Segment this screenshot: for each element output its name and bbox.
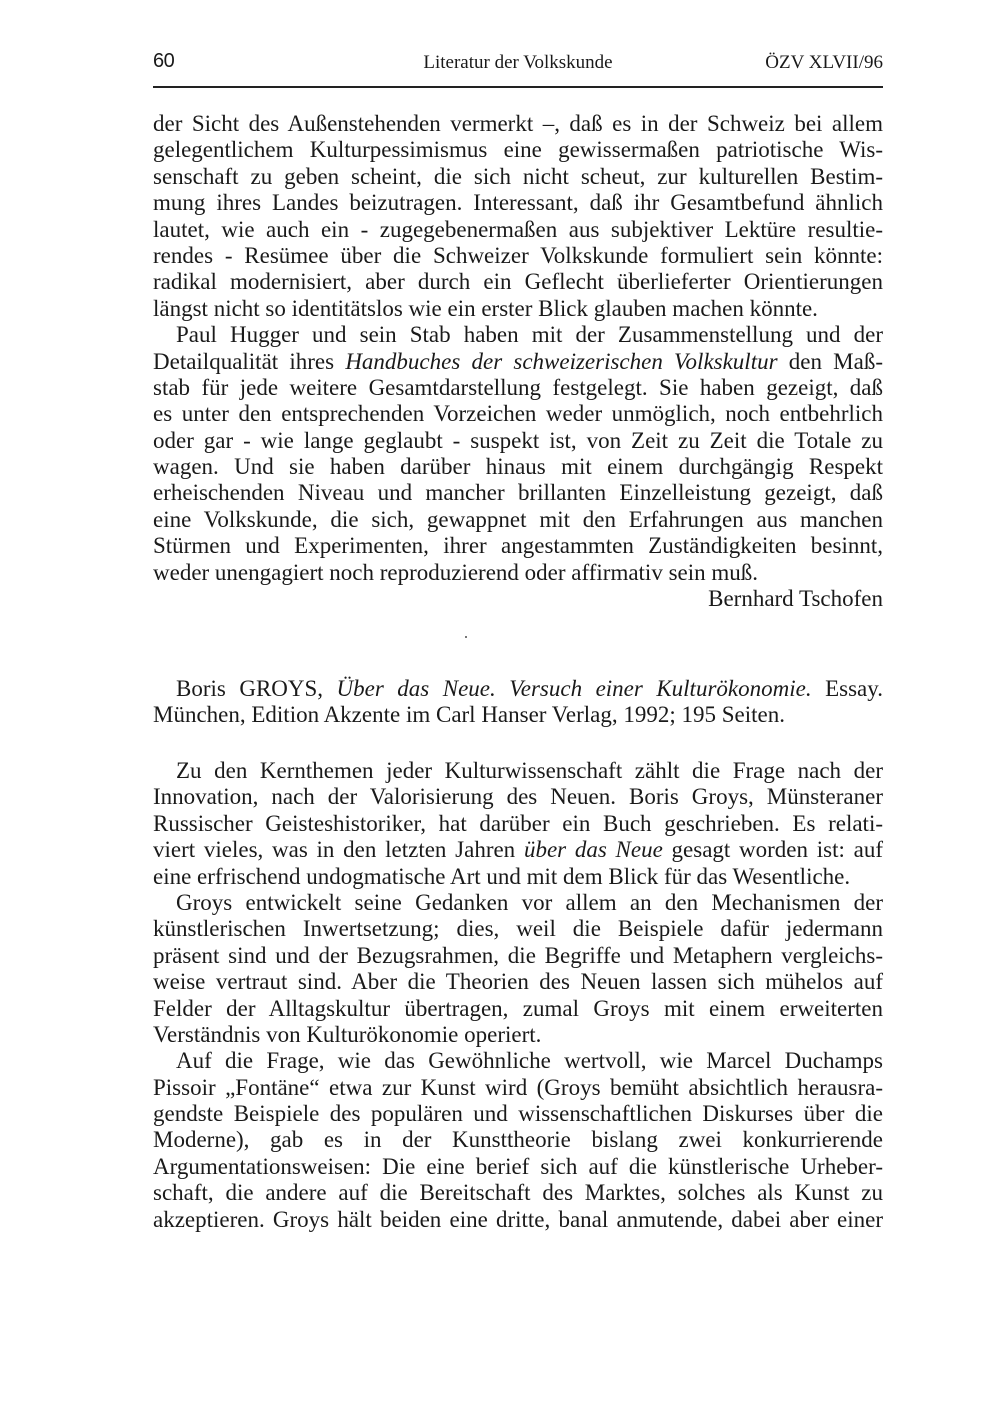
- text-line: weder unengagiert noch reproduzierend oder affirmativ sein muß.: [153, 559, 759, 585]
- text-span: viert vieles, was in den letzten Jahren: [153, 837, 524, 863]
- text-line: gelegentlichem Kulturpessimismus eine gewissermaßen patriotische Wis-: [153, 137, 883, 163]
- text-line: es unter den entsprechenden Vorzeichen weder unmöglich, noch entbehrlich: [153, 401, 883, 427]
- text-line: weise vertraut sind. Aber die Theorien des Neuen lassen sich mühelos auf: [153, 969, 883, 995]
- text-line: stab für jede weitere Gesamtdarstellung festgelegt. Sie haben gezeigt, daß: [153, 374, 883, 400]
- emphasis: über das Neue: [523, 837, 663, 863]
- text-line: Paul Hugger und sein Stab haben mit der Zusammenstellung und der: [176, 322, 883, 348]
- text-span: Detailqualität ihres: [153, 348, 346, 374]
- text-line: Argumentationsweisen: Die eine berief sich auf die künstlerische Urheber-: [153, 1153, 883, 1179]
- header-rule: [153, 86, 883, 88]
- text-line: oder gar - wie lange geglaubt - suspekt ist, von Zeit zu Zeit die Totale zu: [153, 427, 883, 453]
- separator-dot: [465, 636, 467, 638]
- text-line: rendes - Resümee über die Schweizer Volkskunde formuliert sein könnte:: [153, 242, 883, 268]
- text-span: den Maß-: [777, 348, 883, 374]
- text-line: wagen. Und sie haben darüber hinaus mit einem durchgängig Respekt: [153, 454, 883, 480]
- reviewer-name: Bernhard Tschofen: [708, 586, 883, 612]
- text-line: Innovation, nach der Valorisierung des Neuen. Boris Groys, Münsteraner: [153, 784, 883, 810]
- text-line: eine Volkskunde, die sich, gewappnet mit den Erfahrungen aus manchen: [153, 506, 883, 532]
- text-line: Moderne), gab es in der Kunsttheorie bislang zwei konkurrierende: [153, 1127, 883, 1153]
- citation-genre: Essay.: [811, 676, 883, 701]
- text-line: Groys entwickelt seine Gedanken vor allem an den Mechanismen der: [176, 889, 883, 915]
- text-line: [153, 837, 883, 863]
- text-line: erheischenden Niveau und mancher brillanten Einzelleistung gezeigt, daß: [153, 480, 883, 506]
- text-line: künstlerischen Inwertsetzung; dies, weil die Beispiele dafür jedermann: [153, 916, 883, 942]
- text-line: Felder der Alltagskultur übertragen, zumal Groys mit einem erweiterten: [153, 995, 883, 1021]
- text-line: lautet, wie auch ein - zugegebenermaßen aus subjektiver Lektüre resultie-: [153, 216, 883, 242]
- text-line: radikal modernisiert, aber durch ein Geflecht überlieferter Orientierungen: [153, 269, 883, 295]
- text-line: schaft, die andere auf die Bereitschaft des Marktes, solches als Kunst zu: [153, 1180, 883, 1206]
- citation-author: Boris GROYS,: [176, 676, 337, 701]
- running-header: [153, 50, 883, 80]
- citation-line: [153, 676, 883, 702]
- text-line: Stürmen und Experimenten, ihrer angestammten Zuständigkeiten besinnt,: [153, 533, 883, 559]
- text-line: [153, 349, 883, 375]
- journal-reference: ÖZV XLVII/96: [765, 52, 883, 73]
- text-line: Auf die Frage, wie das Gewöhnliche wertvoll, wie Marcel Duchamps: [176, 1048, 883, 1074]
- text-line: eine erfrischend undogmatische Art und mit dem Blick für das Wesentliche.: [153, 863, 851, 889]
- text-line: Verständnis von Kulturökonomie operiert.: [153, 1021, 542, 1047]
- text-line: längst nicht so identitätslos wie ein erster Blick glauben machen könnte.: [153, 295, 818, 321]
- text-line: Pissoir „Fontäne“ etwa zur Kunst wird (Groys bemüht absichtlich herausra-: [153, 1074, 883, 1100]
- text-line: präsent sind und der Bezugsrahmen, die Begriffe und Metaphern vergleichs-: [153, 942, 883, 968]
- book-title: Handbuches der schweizerischen Volkskultur: [345, 348, 778, 374]
- review-2-citation: [153, 676, 883, 729]
- text-line: gendste Beispiele des populären und wissenschaftlichen Diskurses über die: [153, 1101, 883, 1127]
- text-line: akzeptieren. Groys hält beiden eine dritte, banal anmutende, dabei aber einer: [153, 1206, 883, 1232]
- page-number: 60: [153, 50, 175, 72]
- section-title: Literatur der Volkskunde: [423, 52, 613, 73]
- text-span: gesagt worden ist: auf: [662, 837, 883, 863]
- review-1-body: [153, 111, 883, 612]
- text-line: der Sicht des Außenstehenden vermerkt –, daß es in der Schweiz bei allem: [153, 111, 883, 136]
- text-line: mung ihres Landes beizutragen. Interessant, daß ihr Gesamtbefund ähnlich: [153, 190, 883, 216]
- text-line: senschaft zu geben scheint, die sich nicht scheut, zur kulturellen Bestim-: [153, 163, 883, 189]
- citation-title: Über das Neue. Versuch einer Kulturökonomie.: [336, 676, 812, 701]
- citation-publisher: München, Edition Akzente im Carl Hanser Verlag, 1992; 195 Seiten.: [153, 702, 785, 728]
- text-line: Zu den Kernthemen jeder Kulturwissenschaft zählt die Frage nach der: [176, 758, 883, 783]
- review-2-body: [153, 758, 883, 1233]
- text-line: Russischer Geisteshistoriker, hat darüber ein Buch geschrieben. Es relati-: [153, 810, 883, 836]
